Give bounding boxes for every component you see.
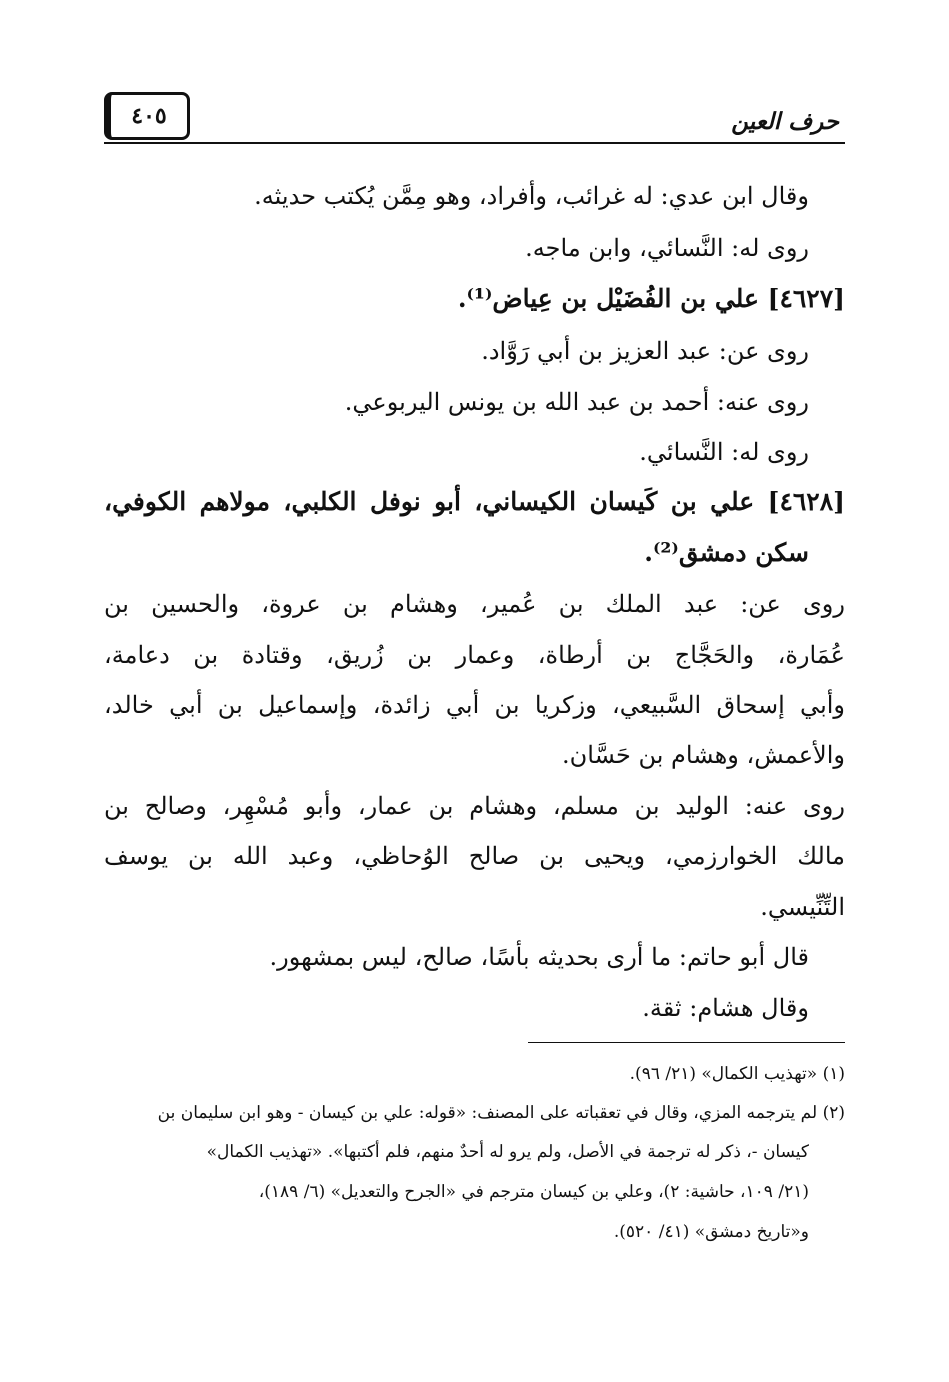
body-line: والأعمش، وهشام بن حَسَّان. — [562, 741, 845, 769]
footnote-line: (٢١/ ١٠٩، حاشية: ٢)، وعلي بن كيسان مترجم في «الجرح والتعديل» (٦/ ١٨٩)، — [258, 1182, 809, 1202]
running-header-title: حرف العين — [731, 108, 839, 135]
body-line: روى عن: عبد الملك بن عُمير، وهشام بن عروة، والحسين بن — [104, 590, 845, 618]
page-number-box — [104, 92, 190, 140]
body-line: روى عنه: أحمد بن عبد الله بن يونس اليربوعي. — [344, 388, 809, 416]
body-line: عُمَارة، والحَجَّاج بن أرطاة، وعمار بن زُريق، وقتادة بن دعامة، — [104, 641, 845, 669]
header-rule — [104, 142, 845, 144]
body-line: مالك الخوارزمي، ويحيى بن صالح الوُحاظي، وعبد الله بن يوسف — [104, 842, 845, 870]
body-line: روى عن: عبد العزيز بن أبي رَوَّاد. — [481, 337, 809, 365]
page-number: ٤٠٥ — [131, 103, 167, 129]
footnote-line: و«تاريخ دمشق» (٤١/ ٥٢٠). — [613, 1222, 809, 1242]
footnote-line: (١) «تهذيب الكمال» (٢١/ ٩٦). — [629, 1064, 845, 1084]
body-line: وأبي إسحاق السَّبيعي، وزكريا بن أبي زائدة، وإسماعيل بن أبي خالد، — [104, 691, 845, 719]
footnote-line: كيسان -، ذكر له ترجمة في الأصل، ولم يرو له أحدٌ منهم، فلم أكتبها». «تهذيب الكمال» — [206, 1142, 809, 1162]
body-line: التِّنِّيسي. — [760, 893, 845, 921]
entry-heading-4628-cont: سكن دمشق⁽²⁾. — [644, 538, 809, 567]
footnote-line: (٢) لم يترجمه المزي، وقال في تعقباته على المصنف: «قوله: علي بن كيسان - وهو ابن سليمان بن — [157, 1103, 845, 1123]
body-line: روى له: النَّسائي، وابن ماجه. — [525, 234, 809, 262]
body-line: وقال ابن عدي: له غرائب، وأفراد، وهو مِمَّن يُكتب حديثه. — [254, 182, 809, 210]
footnote-rule — [528, 1042, 845, 1043]
body-line: قال أبو حاتم: ما أرى بحديثه بأسًا، صالح، ليس بمشهور. — [269, 943, 809, 971]
body-line: روى له: النَّسائي. — [639, 438, 809, 466]
entry-heading-4628: [٤٦٢٨] علي بن كَيسان الكيساني، أبو نوفل الكلبي، مولاهم الكوفي، — [104, 487, 845, 516]
body-line: روى عنه: الوليد بن مسلم، وهشام بن عمار، وأبو مُسْهِر، وصالح بن — [104, 792, 845, 820]
body-line: وقال هشام: ثقة. — [642, 994, 809, 1022]
entry-heading-4627: [٤٦٢٧] علي بن الفُضَيْل بن عِياض⁽¹⁾. — [457, 284, 845, 313]
